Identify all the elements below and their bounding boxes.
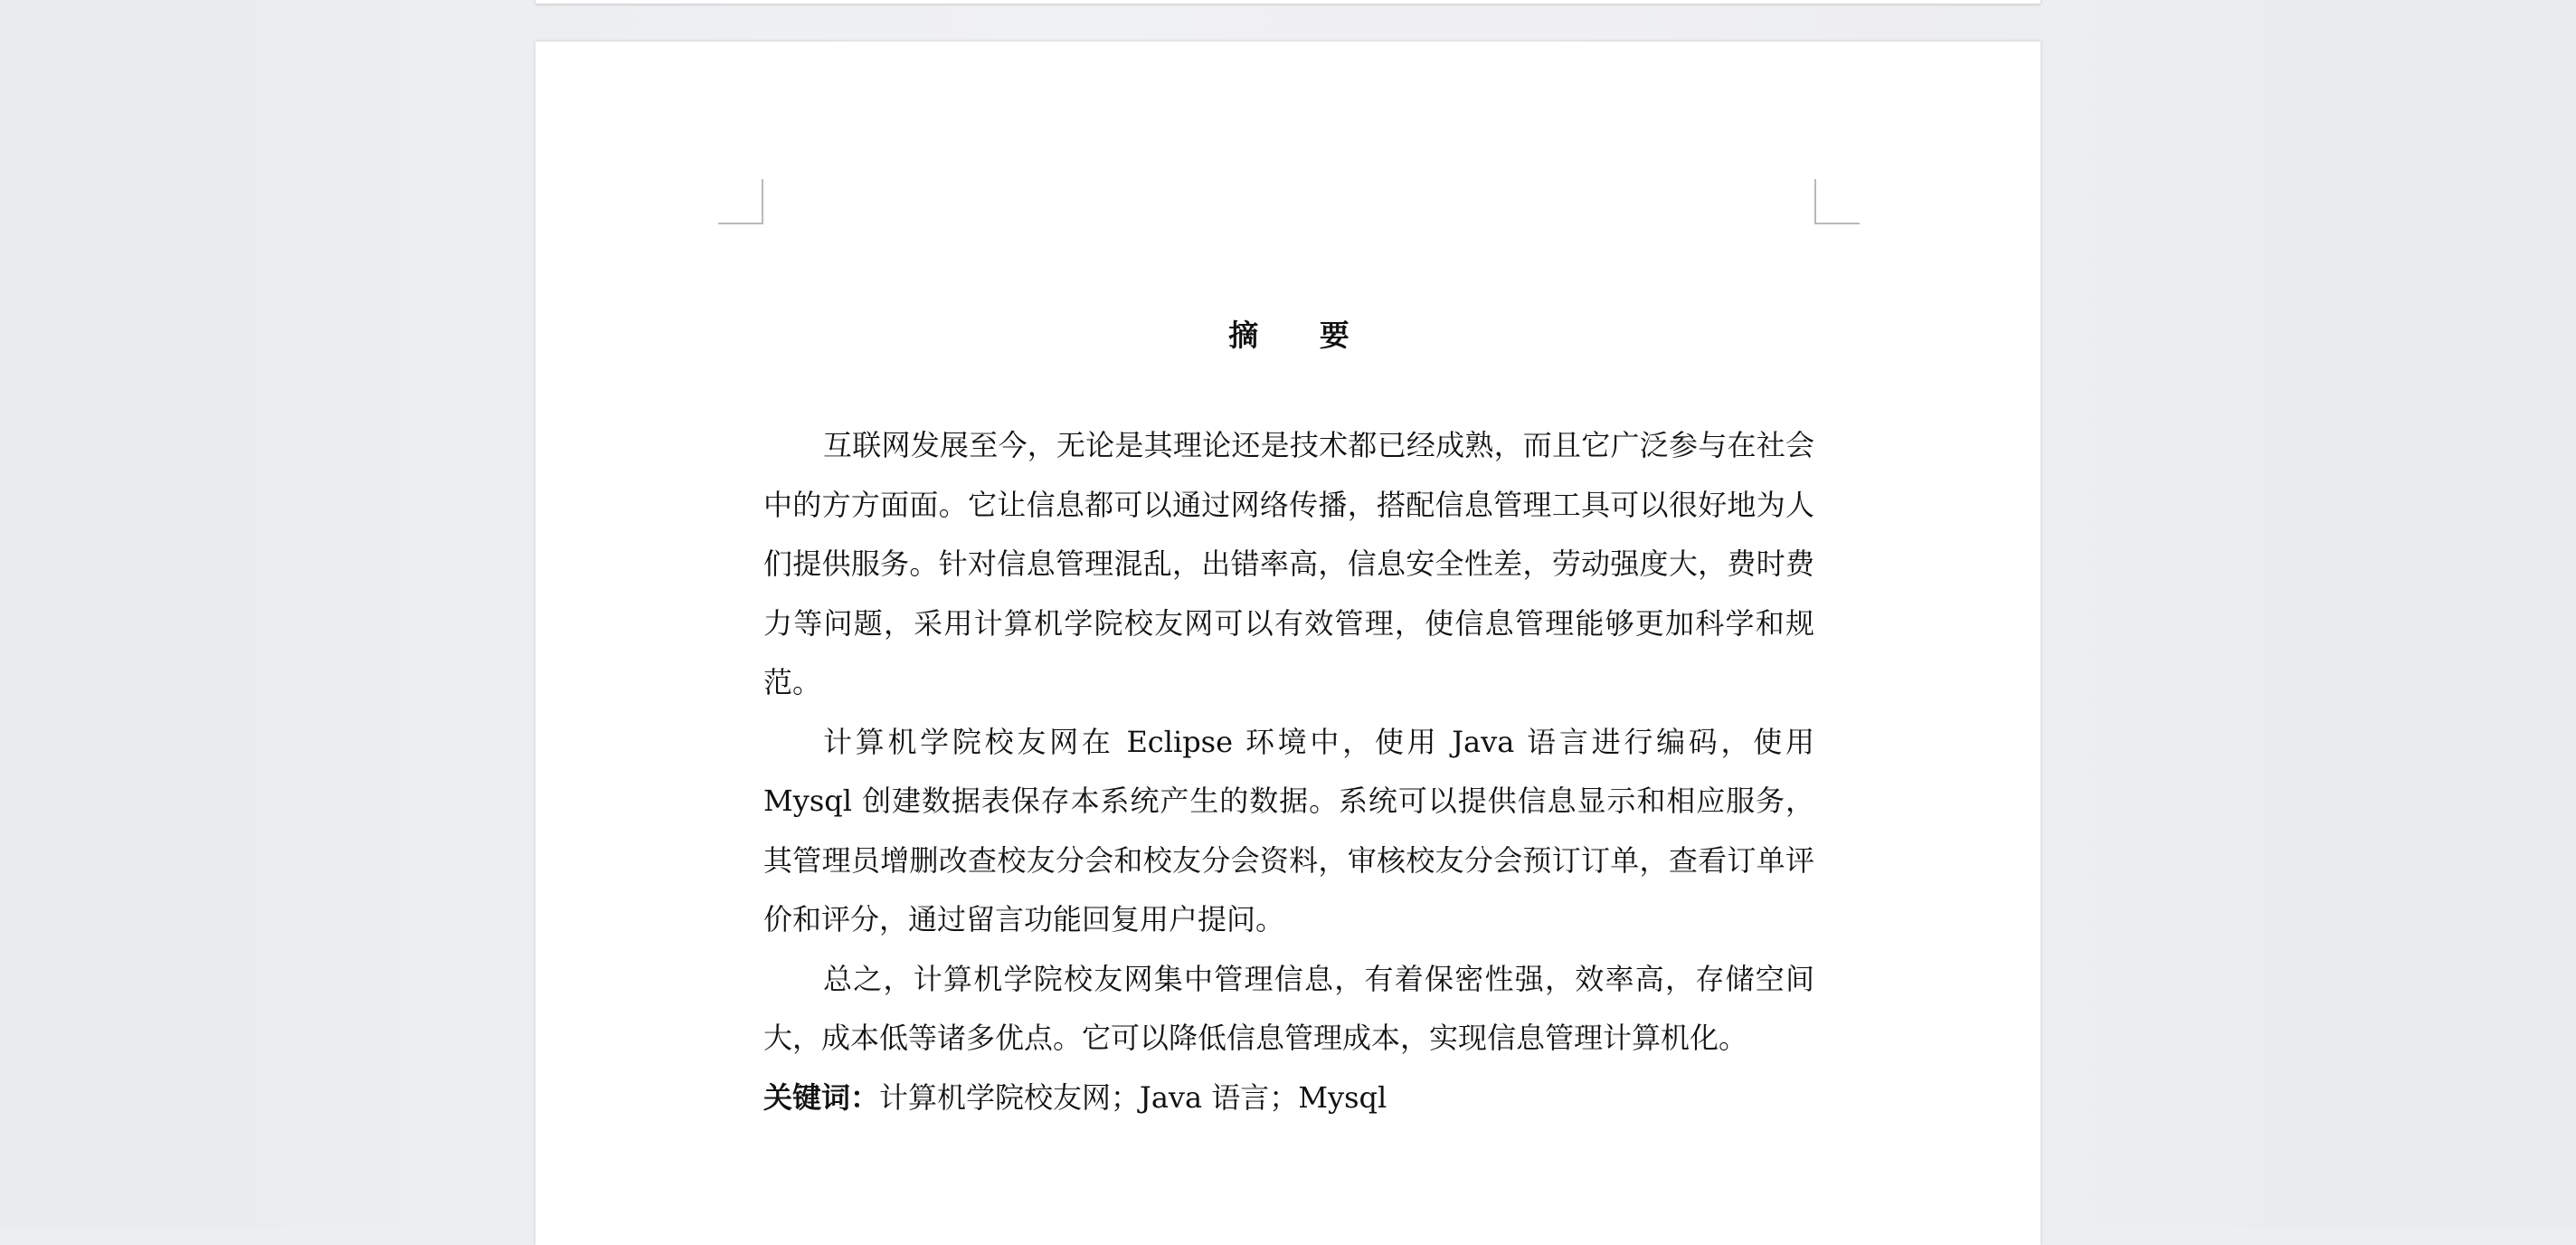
page-content[interactable] <box>763 313 1814 1127</box>
abstract-title: 摘 要 <box>1228 318 1375 353</box>
keywords-label: 关键词： <box>763 1079 880 1115</box>
document-page[interactable] <box>535 42 2041 1245</box>
abstract-paragraph-2: 计算机学院校友网在 Eclipse 环境中，使用 Java 语言进行编码，使用 Mysql 创建数据表保存本系统产生的数据。系统可以提供信息显示和相应服务，其管理员增删改查校友分会和校友分会资料，审核校友分会预订订单，查看订单评价和评分，通过留言功能回复用户提问。 <box>763 724 1814 936</box>
keywords-value: 计算机学院校友网；Java 语言；Mysql <box>879 1079 1387 1115</box>
previous-page-edge <box>535 0 2041 4</box>
abstract-paragraph-3: 总之，计算机学院校友网集中管理信息，有着保密性强，效率高，存储空间大，成本低等诸多优点。它可以降低信息管理成本，实现信息管理计算机化。 <box>763 961 1814 1055</box>
abstract-paragraph-1: 互联网发展至今，无论是其理论还是技术都已经成熟，而且它广泛参与在社会中的方方面面。它让信息都可以通过网络传播，搭配信息管理工具可以很好地为人们提供服务。针对信息管理混乱，出错率高，信息安全性差，劳动强度大，费时费力等问题，采用计算机学院校友网可以有效管理，使信息管理能够更加科学和规范。 <box>763 428 1814 699</box>
keywords-line <box>763 1069 1814 1128</box>
margin-corner-mark-top-right <box>1814 179 1860 224</box>
margin-corner-mark-top-left <box>718 179 763 224</box>
